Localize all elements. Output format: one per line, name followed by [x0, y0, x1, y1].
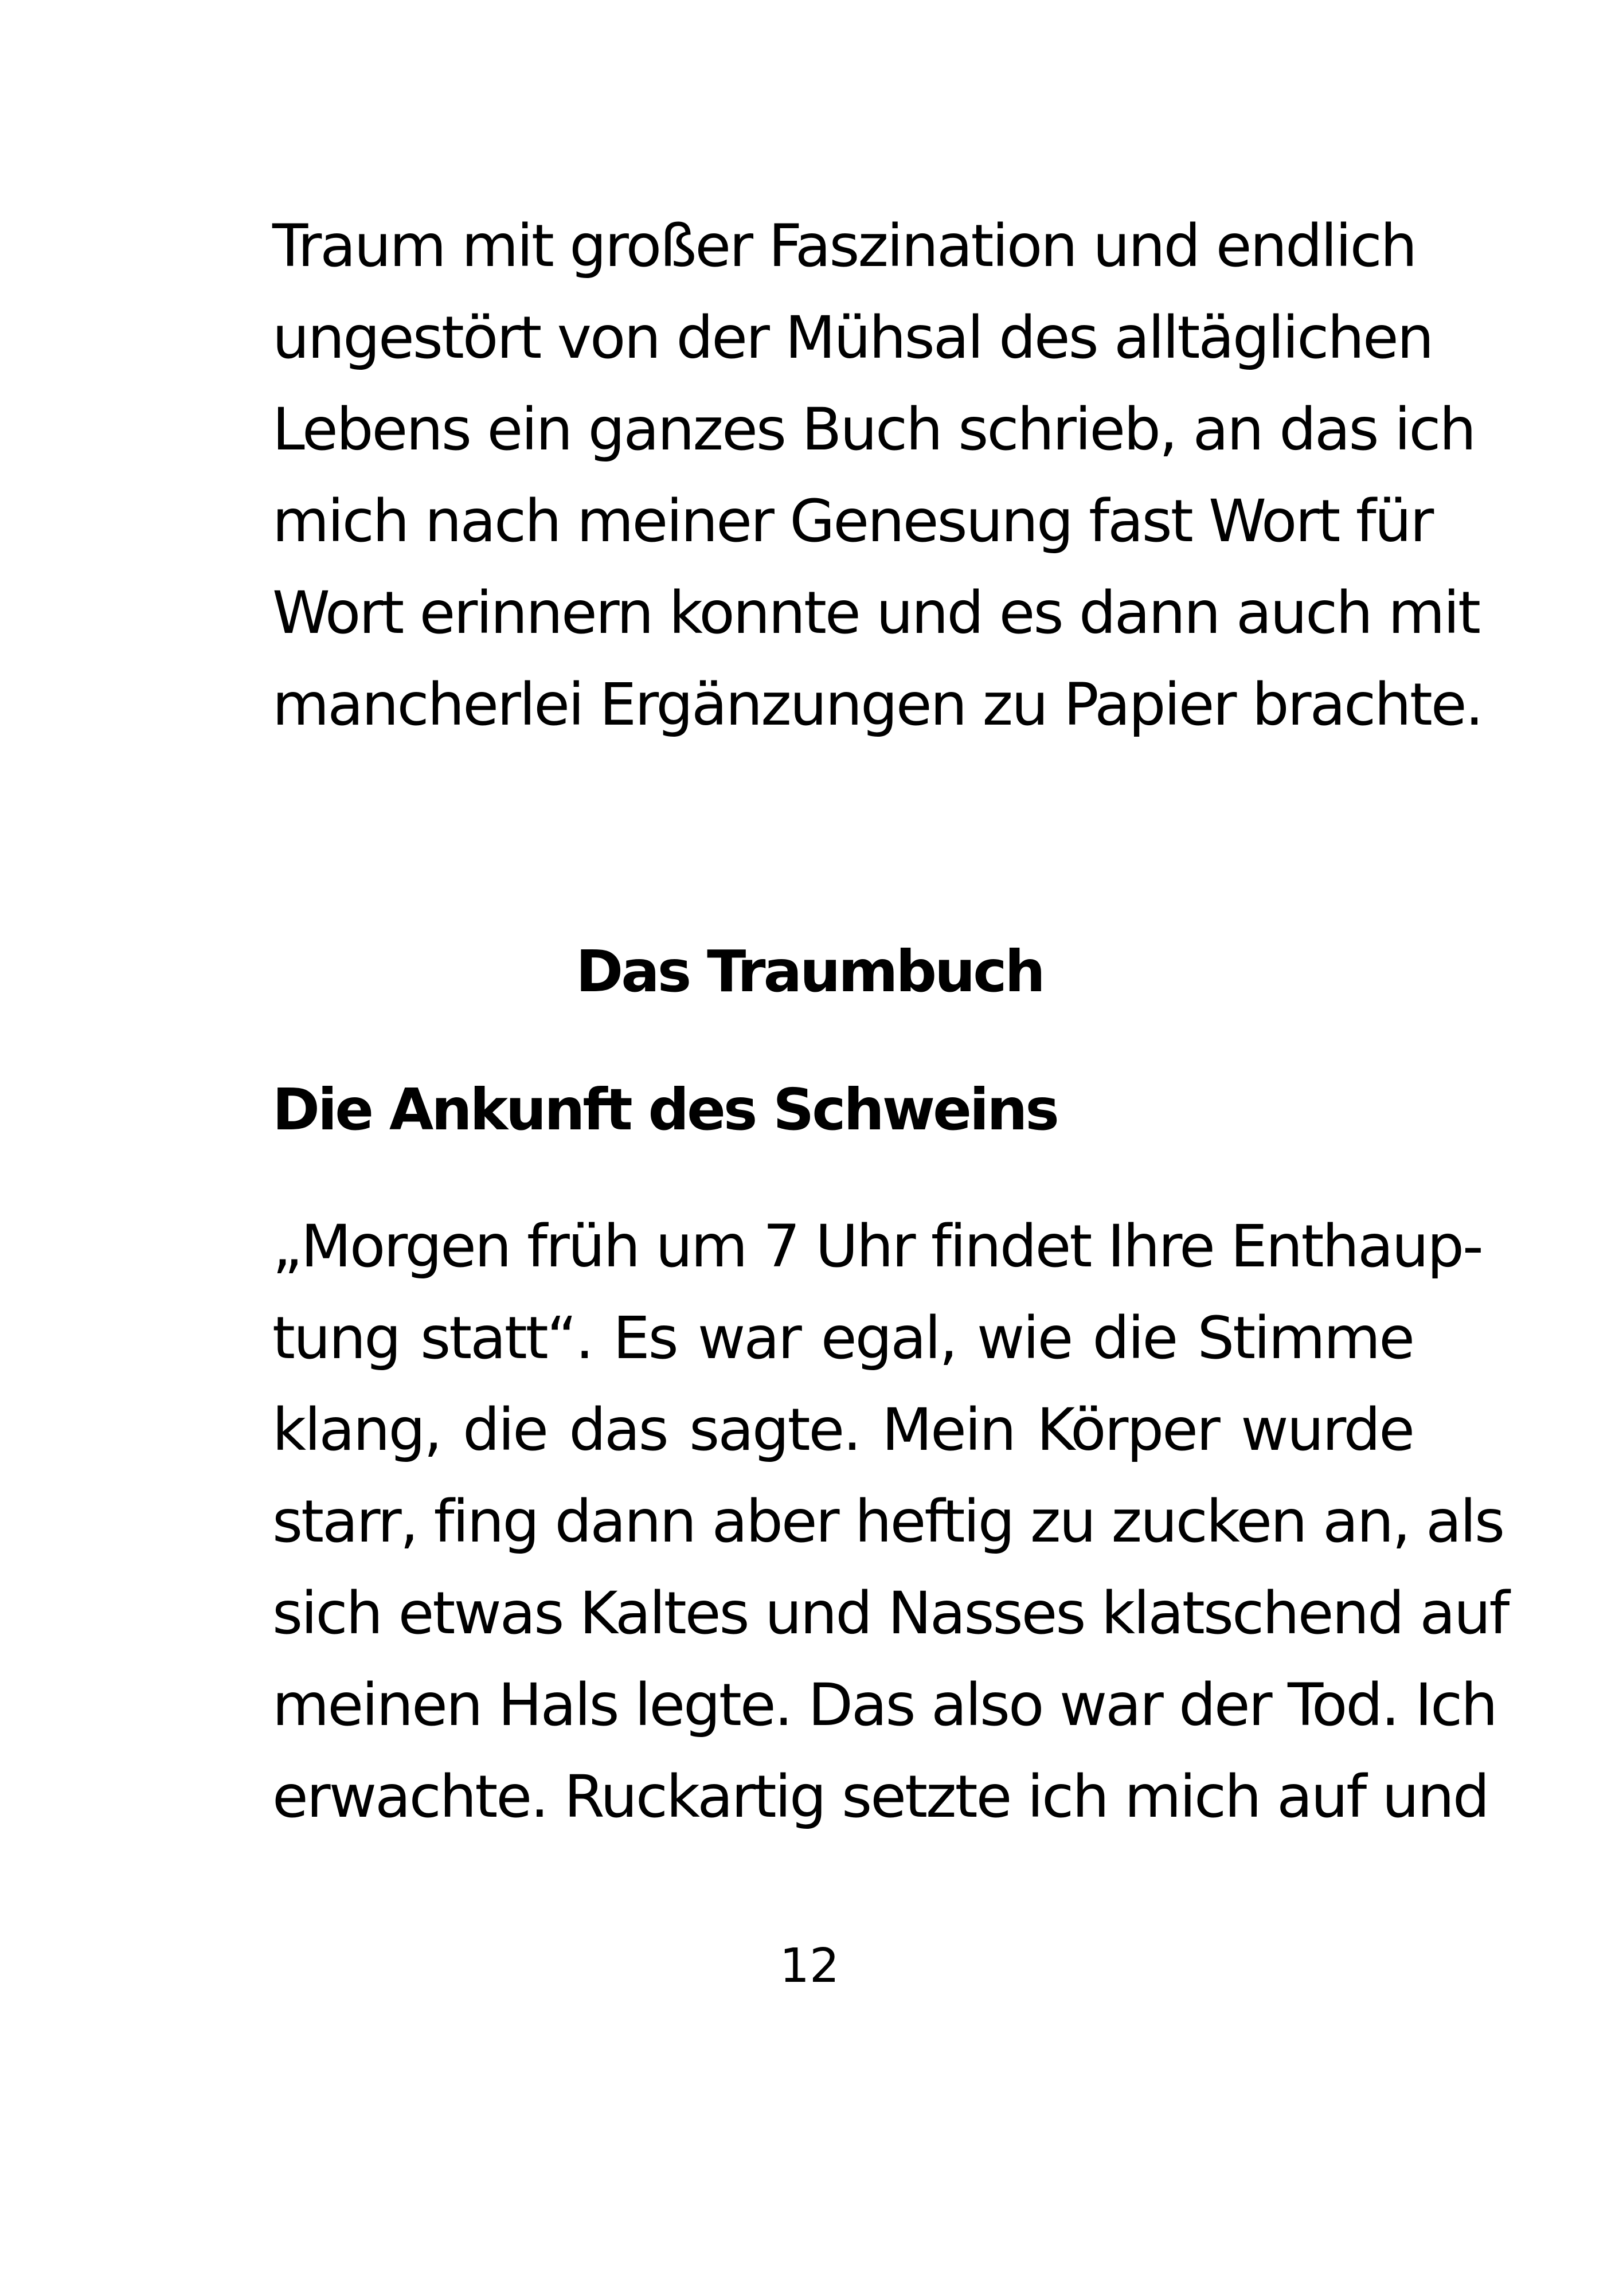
paragraph-line: sich etwas Kaltes und Nasses klatschend auf: [272, 1579, 1508, 1648]
paragraph-line: klang, die das sagte. Mein Körper wurde: [272, 1396, 1413, 1464]
paragraph-line: meinen Hals legte. Das also war der Tod. Ich: [272, 1671, 1496, 1739]
book-title: Das Traumbuch: [576, 938, 1043, 1005]
paragraph-line: ungestört von der Mühsal des alltäglichen: [272, 304, 1433, 372]
paragraph-line: Traum mit großer Faszination und endlich: [272, 212, 1416, 280]
paragraph-line: Lebens ein ganzes Buch schrieb, an das ich: [272, 396, 1475, 464]
paragraph-1: [272, 201, 1482, 751]
paragraph-line: starr, fing dann aber heftig zu zucken an, als: [272, 1488, 1504, 1556]
paragraph-line: mancherlei Ergänzungen zu Papier brachte.: [272, 671, 1482, 739]
paragraph-line: Wort erinnern konnte und es dann auch mit: [272, 579, 1479, 647]
paragraph-line: erwachte. Ruckartig setzte ich mich auf und: [272, 1763, 1488, 1831]
paragraph-line: tung statt“. Es war egal, wie die Stimme: [272, 1304, 1413, 1372]
paragraph-2: [272, 1201, 1508, 1843]
paragraph-line: „Morgen früh um 7 Uhr findet Ihre Enthaup-: [272, 1212, 1482, 1281]
chapter-title: Die Ankunft des Schweins: [272, 1076, 1057, 1143]
paragraph-line: mich nach meiner Genesung fast Wort für: [272, 487, 1433, 556]
page-number: 12: [779, 1939, 840, 1993]
